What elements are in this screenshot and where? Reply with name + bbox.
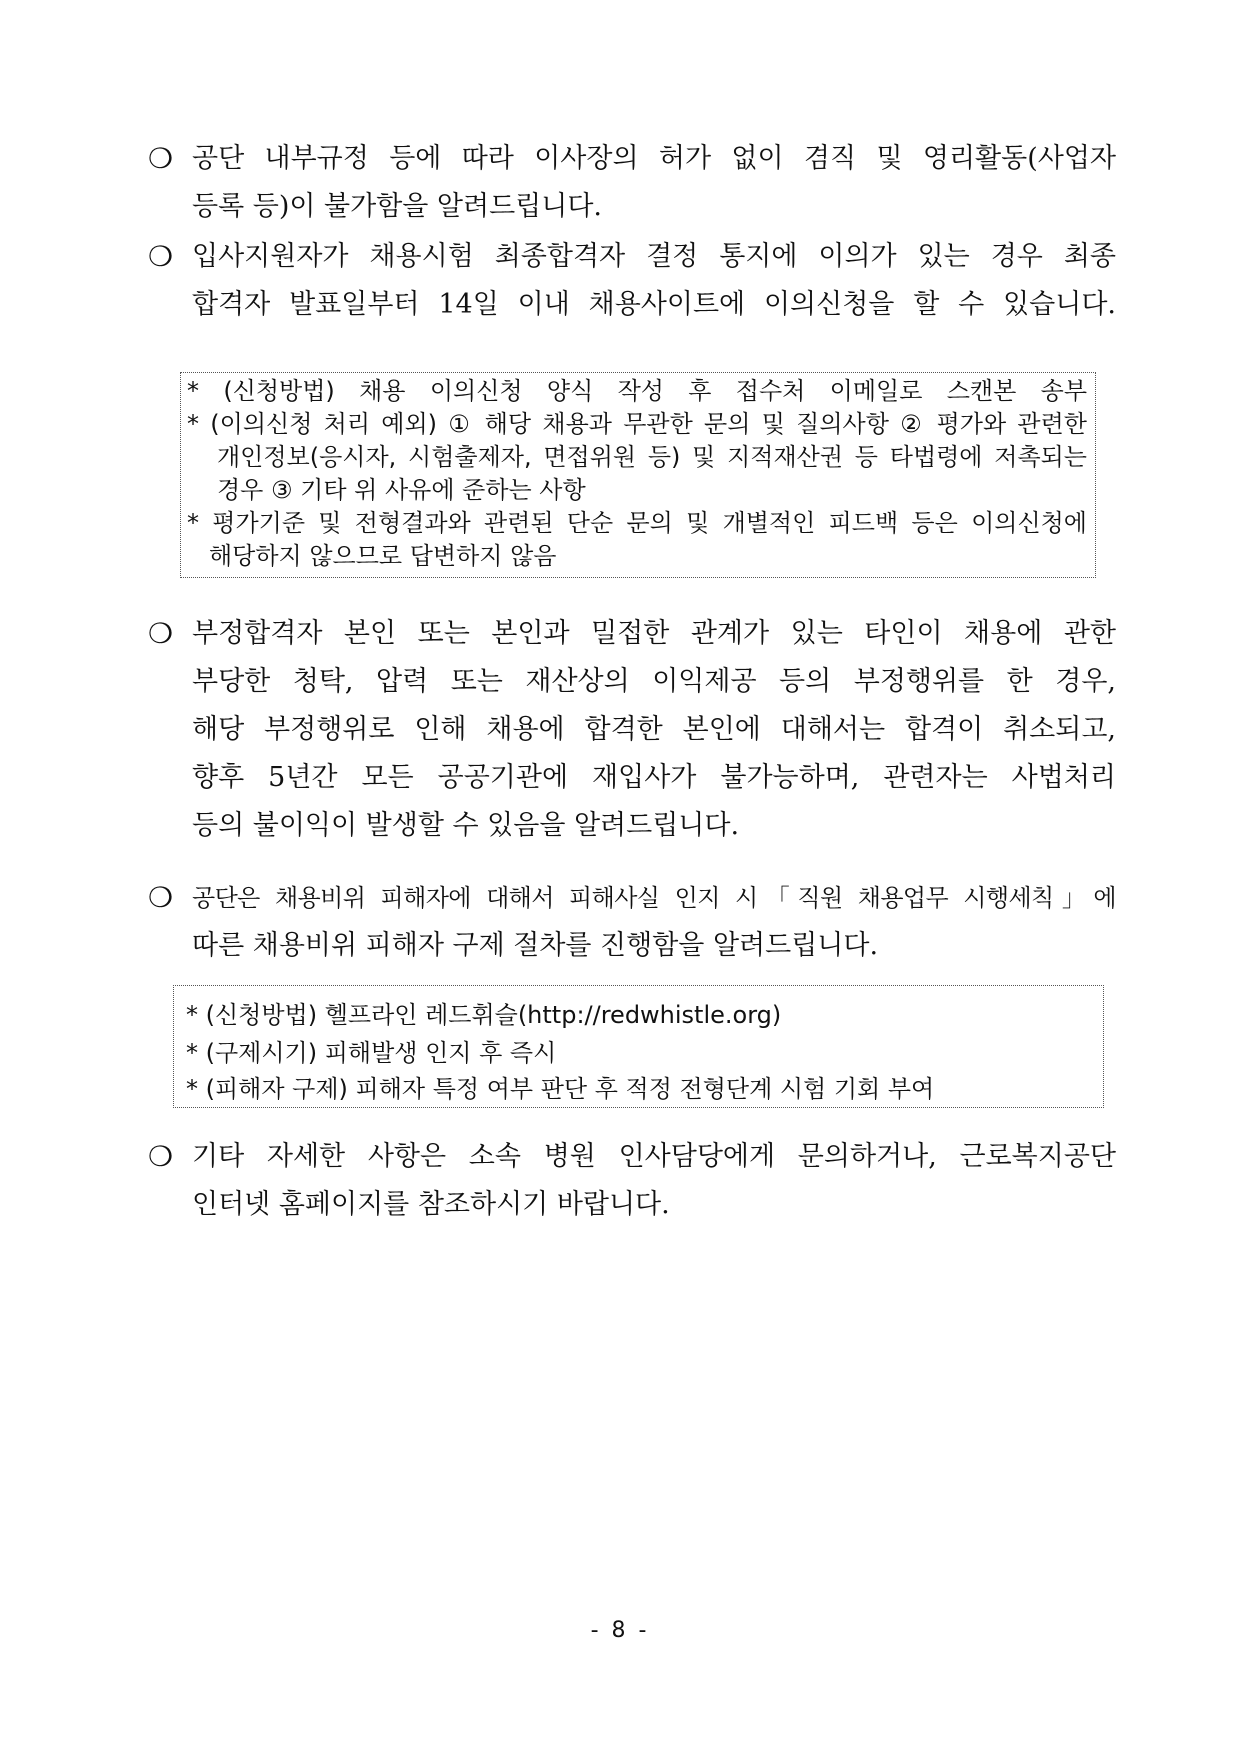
paragraph-line: 입사지원자가 채용시험 최종합격자 결정 통지에 이의가 있는 경우 최종 bbox=[192, 241, 1116, 272]
paragraph-line: 인터넷 홈페이지를 참조하시기 바랍니다. bbox=[192, 1189, 670, 1220]
paragraph-line: 합격자 발표일부터 14일 이내 채용사이트에 이의신청을 할 수 있습니다. bbox=[192, 289, 1116, 320]
paragraph-line: 공단 내부규정 등에 따라 이사장의 허가 없이 겸직 및 영리활동(사업자 bbox=[192, 143, 1116, 174]
note-line: 해당하지 않으므로 답변하지 않음 bbox=[209, 542, 557, 570]
circle-bullet-icon: ❍ bbox=[148, 881, 174, 914]
notice-item bbox=[148, 135, 1116, 231]
note-line: * (이의신청 처리 예외) ① 해당 채용과 무관한 문의 및 질의사항 ② 평가와 관련한 bbox=[187, 410, 1087, 438]
paragraph-line: 부당한 청탁, 압력 또는 재산상의 이익제공 등의 부정행위를 한 경우, bbox=[192, 666, 1116, 697]
notice-item bbox=[148, 1133, 1116, 1229]
paragraph-line: 따른 채용비위 피해자 구제 절차를 진행함을 알려드립니다. bbox=[192, 930, 879, 961]
paragraph-line: 공단은 채용비위 피해자에 대해서 피해사실 인지 시「직원 채용업무 시행세칙」에 bbox=[192, 884, 1116, 912]
note-line: * (신청방법) 헬프라인 레드휘슬(http://redwhistle.org) bbox=[186, 1001, 782, 1029]
note-box bbox=[173, 985, 1104, 1108]
notice-item bbox=[148, 610, 1116, 850]
page-number: - 8 - bbox=[590, 1618, 650, 1643]
notice-item bbox=[148, 233, 1116, 329]
note-line: * (피해자 구제) 피해자 특정 여부 판단 후 적정 전형단계 시험 기회 부여 bbox=[186, 1075, 935, 1103]
paragraph-line: 기타 자세한 사항은 소속 병원 인사담당에게 문의하거나, 근로복지공단 bbox=[192, 1141, 1116, 1172]
circle-bullet-icon: ❍ bbox=[148, 240, 174, 273]
circle-bullet-icon: ❍ bbox=[148, 617, 174, 650]
note-line: * (신청방법) 채용 이의신청 양식 작성 후 접수처 이메일로 스캔본 송부 bbox=[187, 377, 1087, 405]
note-line: 경우 ③ 기타 위 사유에 준하는 사항 bbox=[217, 476, 586, 504]
paragraph-line: 등록 등)이 불가함을 알려드립니다. bbox=[192, 191, 603, 222]
circle-bullet-icon: ❍ bbox=[148, 1140, 174, 1173]
circle-bullet-icon: ❍ bbox=[148, 142, 174, 175]
note-line: * 평가기준 및 전형결과와 관련된 단순 문의 및 개별적인 피드백 등은 이의신청에 bbox=[187, 509, 1087, 537]
paragraph-line: 향후 5년간 모든 공공기관에 재입사가 불가능하며, 관련자는 사법처리 bbox=[192, 762, 1116, 793]
paragraph-line: 등의 불이익이 발생할 수 있음을 알려드립니다. bbox=[192, 810, 740, 841]
paragraph-line: 해당 부정행위로 인해 채용에 합격한 본인에 대해서는 합격이 취소되고, bbox=[192, 714, 1116, 745]
note-box bbox=[180, 372, 1096, 578]
paragraph-line: 부정합격자 본인 또는 본인과 밀접한 관계가 있는 타인이 채용에 관한 bbox=[192, 618, 1116, 649]
notice-item bbox=[148, 874, 1116, 970]
note-line: 개인정보(응시자, 시험출제자, 면접위원 등) 및 지적재산권 등 타법령에 저촉되는 bbox=[217, 443, 1087, 471]
note-line: * (구제시기) 피해발생 인지 후 즉시 bbox=[186, 1039, 557, 1067]
